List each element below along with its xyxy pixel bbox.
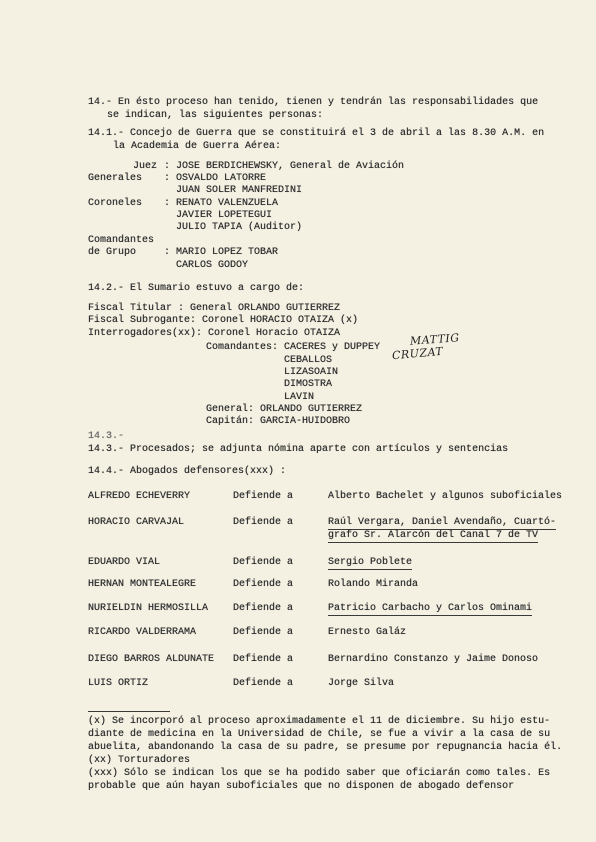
lawyer-name: DIEGO BARROS ALDUNATE <box>88 654 215 665</box>
defiende-label: Defiende a <box>233 627 294 638</box>
role-separator: : <box>164 247 171 258</box>
lawyer-name: RICARDO VALDERRAMA <box>88 627 197 638</box>
defiende-label: Defiende a <box>233 579 294 590</box>
defiende-label: Defiende a <box>233 603 294 614</box>
overtyped-section-number: 14.3.- <box>88 431 125 442</box>
comandante-name: MARIO LOPEZ TOBAR <box>176 247 279 258</box>
client-names: Patricio Carbacho y Carlos Ominami <box>328 603 533 614</box>
interrogador-name: CEBALLOS <box>284 355 333 366</box>
lawyer-name: EDUARDO VIAL <box>88 557 161 568</box>
footnote-line: probable que aún hayan suboficiales que no disponen de abogado defensor <box>88 781 515 792</box>
role-label-coroneles: Coroneles <box>88 198 143 209</box>
role-label-comandantes: Comandantes <box>88 235 155 246</box>
client-names: Sergio Poblete <box>328 557 413 568</box>
defiende-label: Defiende a <box>233 491 294 502</box>
general-name: JUAN SOLER MANFREDINI <box>176 185 303 196</box>
footnote-line: (xxx) Sólo se indican los que se ha podido saber que oficiarán como tales. Es <box>88 768 551 779</box>
role-label-comandantes: de Grupo <box>88 247 137 258</box>
footnote-line: (x) Se incorporó al proceso aproximadamente el 11 de diciembre. Su hijo estu- <box>88 716 551 727</box>
defiende-label: Defiende a <box>233 678 294 689</box>
role-separator: : <box>164 161 171 172</box>
client-names: Jorge Silva <box>328 678 395 689</box>
footnote-line: abuelita, abandonando la casa de su padre, se presume por repugnancia hacia él. <box>88 742 563 753</box>
client-names: Rolando Miranda <box>328 579 419 590</box>
section-14-3-text: 14.3.- Procesados; se adjunta nómina aparte con artículos y sentencias <box>88 444 509 455</box>
coronel-name: JULIO TAPIA (Auditor) <box>176 222 303 233</box>
section-14-2-heading: 14.2.- El Sumario estuvo a cargo de: <box>88 283 305 294</box>
handwritten-annotation: MATTIG <box>409 331 460 348</box>
interrogador-name: LIZASOAIN <box>284 367 339 378</box>
footnote-divider <box>88 711 170 712</box>
section-14-1-heading: la Academia de Guerra Aérea: <box>113 141 282 152</box>
interrogador-name: DIMOSTRA <box>284 379 333 390</box>
coronel-name: RENATO VALENZUELA <box>176 198 279 209</box>
coronel-name: JAVIER LOPETEGUI <box>176 210 273 221</box>
defiende-label: Defiende a <box>233 654 294 665</box>
lawyer-name: ALFREDO ECHEVERRY <box>88 491 191 502</box>
role-separator: : <box>164 173 171 184</box>
lawyer-name: HERNAN MONTEALEGRE <box>88 579 197 590</box>
interrogador-general: General: ORLANDO GUTIERREZ <box>206 404 363 415</box>
interrogador-name: LAVIN <box>284 392 315 403</box>
interrogador-capitan: Capitán: GARCIA-HUIDOBRO <box>206 416 351 427</box>
juez-name: JOSE BERDICHEWSKY, General de Aviación <box>176 161 405 172</box>
lawyer-name: HORACIO CARVAJAL <box>88 517 185 528</box>
role-label-generales: Generales <box>88 173 143 184</box>
handwritten-annotation: CRUZAT <box>391 344 444 363</box>
intro-line: se indican, las siguientes personas: <box>107 110 324 121</box>
client-names: Raúl Vergara, Daniel Avendaño, Cuartó- <box>328 517 557 528</box>
comandante-name: CARLOS GODOY <box>176 260 249 271</box>
role-label-juez: Juez <box>133 161 158 172</box>
comandantes-label: Comandantes: <box>206 342 279 353</box>
client-names: Alberto Bachelet y algunos suboficiales <box>328 491 563 502</box>
footnote-line: diante de medicina en la Universidad de Chile, se fue a vivir a la casa de su <box>88 729 551 740</box>
client-names: Bernardino Constanzo y Jaime Donoso <box>328 654 539 665</box>
interrogadores: Interrogadores(xx): Coronel Horacio OTAIZA <box>88 328 341 339</box>
footnote-line: (xx) Torturadores <box>88 755 191 766</box>
defiende-label: Defiende a <box>233 557 294 568</box>
lawyer-name: NURIELDIN HERMOSILLA <box>88 603 209 614</box>
section-14-4-heading: 14.4.- Abogados defensores(xxx) : <box>88 466 287 477</box>
fiscal-subrogante: Fiscal Subrogante: Coronel HORACIO OTAIZA (x) <box>88 315 359 326</box>
section-14-1-heading: 14.1.- Concejo de Guerra que se constituirá el 3 de abril a las 8.30 A.M. en <box>88 128 545 139</box>
lawyer-name: LUIS ORTIZ <box>88 678 149 689</box>
fiscal-titular: Fiscal Titular : General ORLANDO GUTIERREZ <box>88 303 341 314</box>
interrogador-name: CACERES y DUPPEY <box>284 342 381 353</box>
intro-line: 14.- En ésto proceso han tenido, tienen y tendrán las responsabilidades que <box>88 97 539 108</box>
role-separator: : <box>164 198 171 209</box>
defiende-label: Defiende a <box>233 517 294 528</box>
general-name: OSVALDO LATORRE <box>176 173 267 184</box>
client-names: Ernesto Galáz <box>328 627 407 638</box>
client-names: grafo Sr. Alarcón del Canal 7 de TV <box>328 530 539 541</box>
